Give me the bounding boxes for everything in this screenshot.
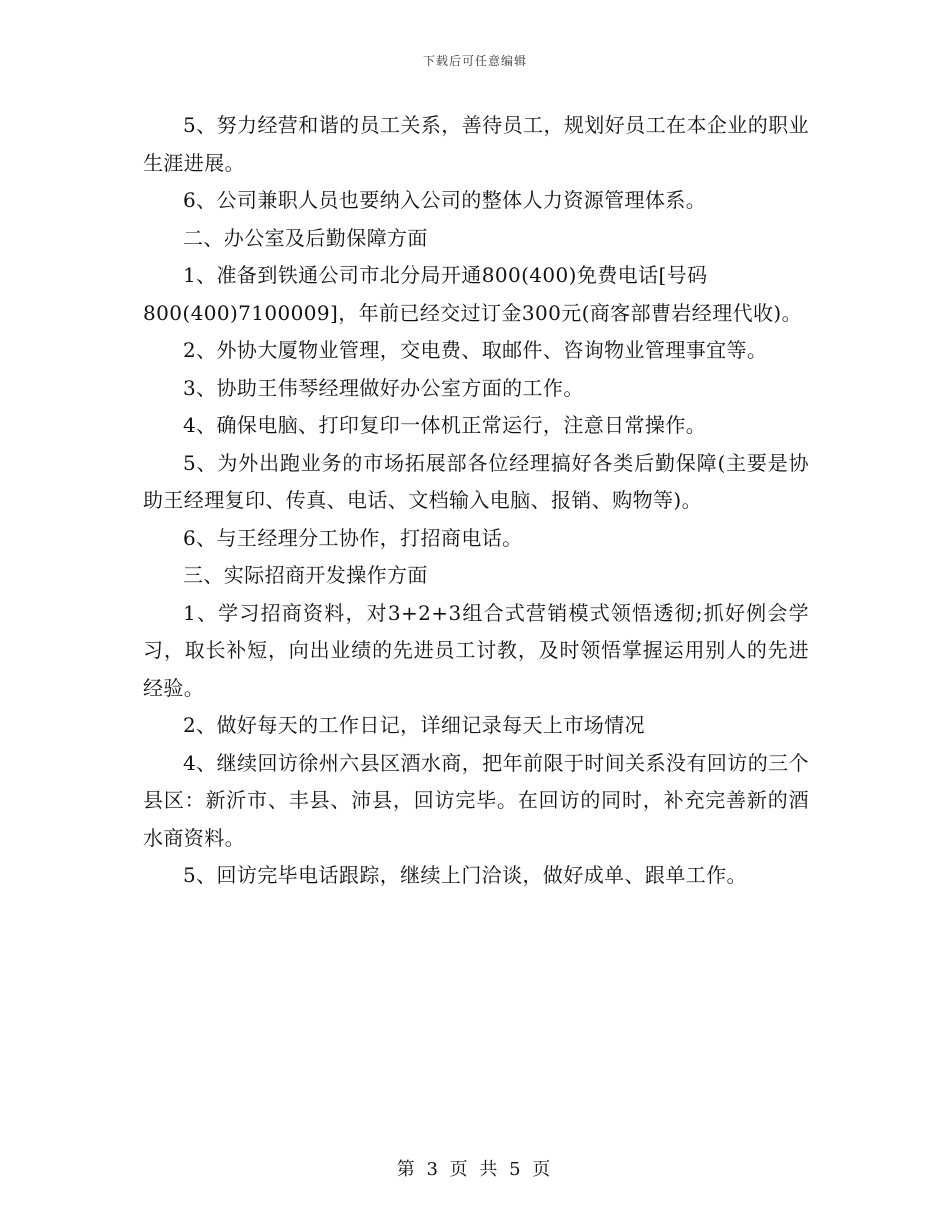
- paragraph: 2、外协大厦物业管理，交电费、取邮件、咨询物业管理事宜等。: [183, 338, 768, 362]
- paragraph: 1、准备到铁通公司市北分局开通800(400)免费电话[号码: [183, 263, 708, 287]
- paragraph-continuation: 800(400)7100009]，年前已经交过订金300元(商客部曹岩经理代收)。: [143, 300, 803, 325]
- paragraph: 1、学习招商资料，对3+2+3组合式营销模式领悟透彻;抓好例会学习，取长补短，向出业绩的先进员工讨教，及时领悟掌握运用别人的先进经验。: [143, 600, 809, 700]
- paragraph: 6、与王经理分工协作，打招商电话。: [183, 525, 523, 550]
- paragraph: 5、为外出跑业务的市场拓展部各位经理搞好各类后勤保障(主要是协助王经理复印、传真、电话、文档输入电脑、报销、购物等)。: [143, 450, 809, 512]
- page-number-footer: 第 3 页 共 5 页: [396, 1159, 554, 1180]
- paragraph: 4、继续回访徐州六县区酒水商，把年前限于时间关系没有回访的三个县区：新沂市、丰县、沛县，回访完毕。在回访的同时，补充完善新的酒水商资料。: [143, 750, 809, 850]
- paragraph: 5、回访完毕电话跟踪，继续上门洽谈，做好成单、跟单工作。: [183, 863, 747, 887]
- paragraph: 5、努力经营和谐的员工关系，善待员工，规划好员工在本企业的职业生涯进展。: [143, 113, 809, 175]
- paragraph: 2、做好每天的工作日记，详细记录每天上市场情况: [183, 713, 645, 737]
- section-heading: 二、办公室及后勤保障方面: [183, 225, 428, 250]
- page-header: 下载后可任意编辑: [422, 54, 527, 68]
- paragraph: 3、协助王伟琴经理做好办公室方面的工作。: [183, 375, 584, 400]
- paragraph: 6、公司兼职人员也要纳入公司的整体人力资源管理体系。: [183, 188, 707, 212]
- paragraph: 4、确保电脑、打印复印一体机正常运行，注意日常操作。: [183, 413, 707, 437]
- section-heading: 三、实际招商开发操作方面: [183, 563, 428, 587]
- document-body: [143, 107, 809, 895]
